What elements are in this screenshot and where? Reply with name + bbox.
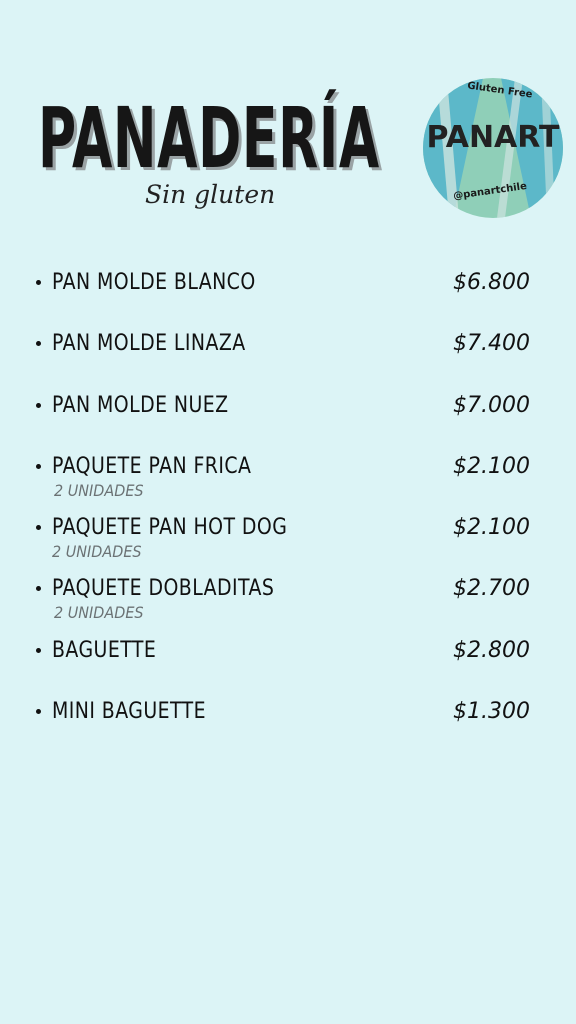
item-note: 2 UNIDADES bbox=[54, 603, 144, 622]
item-price: $7.000 bbox=[453, 393, 530, 418]
page-subtitle: Sin gluten bbox=[145, 180, 276, 209]
item-name: PAQUETE PAN FRICA bbox=[52, 454, 252, 479]
logo-tagline: Gluten Free bbox=[466, 80, 534, 101]
item-price: $2.100 bbox=[453, 454, 530, 479]
bullet-icon bbox=[36, 403, 41, 408]
item-name: PAN MOLDE BLANCO bbox=[52, 270, 256, 295]
item-name: MINI BAGUETTE bbox=[52, 699, 207, 724]
bullet-icon bbox=[36, 280, 41, 285]
brand-logo bbox=[423, 78, 563, 218]
bullet-icon bbox=[36, 341, 41, 346]
logo-name: PANART bbox=[426, 120, 560, 155]
bullet-icon bbox=[36, 586, 41, 591]
item-note: 2 UNIDADES bbox=[52, 542, 142, 561]
bullet-icon bbox=[36, 648, 41, 653]
item-name: PAQUETE DOBLADITAS bbox=[52, 576, 275, 601]
item-name: BAGUETTE bbox=[52, 638, 157, 663]
item-note: 2 UNIDADES bbox=[54, 481, 144, 500]
item-name: PAN MOLDE LINAZA bbox=[52, 331, 246, 356]
page-title: PANADERÍA bbox=[38, 89, 380, 187]
bullet-icon bbox=[36, 709, 41, 714]
bullet-icon bbox=[36, 525, 41, 530]
item-price: $7.400 bbox=[453, 331, 530, 356]
item-price: $2.800 bbox=[453, 638, 530, 663]
item-price: $2.700 bbox=[453, 576, 530, 601]
logo-handle: @panartchile bbox=[452, 180, 528, 203]
bullet-icon bbox=[36, 464, 41, 469]
item-price: $6.800 bbox=[453, 270, 530, 295]
item-name: PAQUETE PAN HOT DOG bbox=[52, 515, 288, 540]
item-name: PAN MOLDE NUEZ bbox=[52, 393, 229, 418]
item-price: $2.100 bbox=[453, 515, 530, 540]
item-price: $1.300 bbox=[453, 699, 530, 724]
